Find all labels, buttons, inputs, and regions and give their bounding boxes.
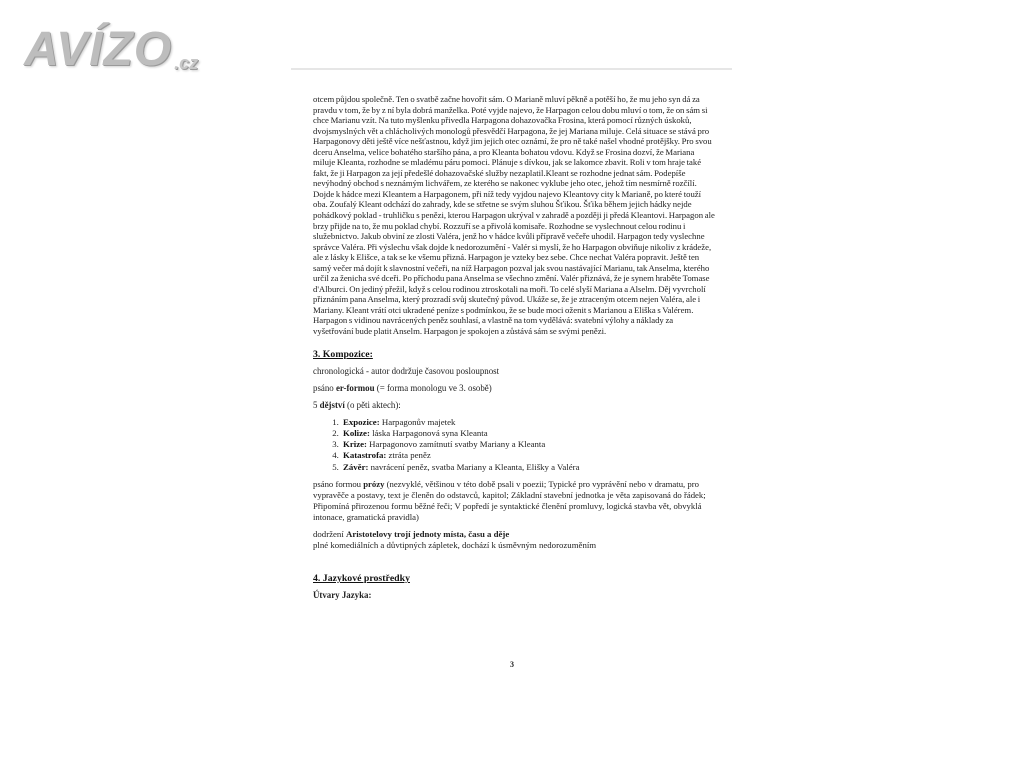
unity-prefix: dodržení <box>313 529 346 540</box>
prose-prefix: psáno formou <box>313 479 364 490</box>
act-term: Kolize: <box>343 427 370 438</box>
logo-domain-suffix: .cz <box>174 53 199 73</box>
acts-term: dějství <box>319 399 345 410</box>
list-item <box>341 428 715 439</box>
page-number: 3 <box>510 660 514 669</box>
unity-line-2: plné komediálních a důvtipných zápletek, dochází k úsměvným nedorozuměním <box>313 540 597 551</box>
list-item <box>341 450 715 461</box>
acts-suffix: (o pěti aktech): <box>344 399 401 410</box>
act-term: Katastrofa: <box>343 450 387 461</box>
logo-wordmark: AVÍZO <box>24 23 173 76</box>
act-text: ztráta peněz <box>386 450 431 461</box>
act-text: Harpagonovo zamítnutí svatby Mariany a Kleanta <box>366 439 546 450</box>
section-3-heading: 3. Kompozice: <box>313 348 373 360</box>
acts-prefix: 5 <box>313 399 320 410</box>
prose-form-paragraph <box>313 479 715 523</box>
act-text: Harpagonův majetek <box>379 416 456 427</box>
act-text: láska Harpagonová syna Kleanta <box>369 427 488 438</box>
document-page <box>313 94 715 607</box>
acts-list <box>313 417 715 473</box>
narrative-form-line <box>313 383 715 394</box>
avizo-logo[interactable] <box>24 14 198 74</box>
act-term: Závěr: <box>343 461 369 472</box>
acts-intro-line <box>313 400 715 411</box>
form-term: er-formou <box>335 382 375 393</box>
language-forms-label: Útvary Jazyka: <box>313 590 372 601</box>
unity-paragraph <box>313 529 715 551</box>
section-4-heading: 4. Jazykové prostředky <box>313 573 410 585</box>
list-item <box>341 462 715 473</box>
form-prefix: psáno <box>313 382 336 393</box>
act-term: Krize: <box>343 439 367 450</box>
prose-term: prózy <box>363 479 385 490</box>
list-item <box>341 417 715 428</box>
act-term: Expozice: <box>343 416 380 427</box>
list-item <box>341 439 715 450</box>
chronology-line: chronologická - autor dodržuje časovou posloupnost <box>313 365 500 376</box>
top-divider <box>291 68 732 70</box>
act-text: navrácení peněz, svatba Mariany a Kleanta, Elišky a Valéra <box>368 461 580 472</box>
language-forms-subheading <box>313 590 715 601</box>
form-suffix: (= forma monologu ve 3. osobě) <box>374 382 492 393</box>
unity-term: Aristotelovy trojí jednoty místa, času a děje <box>345 529 510 540</box>
prose-suffix: (nezvyklé, většinou v této době psali v poezii; Typické pro vyprávění nebo v dramatu, pro vypravěče a postavy, text je členěn do odstavců, kapitol; Základní stavební jednotka je věta zapisovaná do řádek; Připomíná přirozenou formu běžné řeči; V popředí je syntaktické členění promluvy, logická stavba vět, obvyklá intonace, gramatická pravidla) <box>313 479 706 523</box>
plot-summary-paragraph: otcem půjdou společně. Ten o svatbě začne hovořit sám. O Marianě mluví pěkně a potěší ho, že mu jeho syn dá za pravdu v tom, že by z ní byla dobrá manželka. Poté vyjde najevo, že Harpagon celou dobu mluví o tom, že on sám si chce Marianu vzít. Na tuto myšlenku přivedla Harpagona dohazovačka Frosina, která pomocí různých úskoků, dvojsmyslných vět a chlácholivých monologů přesvědčí Harpagona, že jej Mariana miluje. Celá situace se stává pro Harpagonovy děti ještě více nešťastnou, když jim jejich otec oznámí, že pro ně také našel vhodné protějšky. Pro svou dceru Anselma, velice bohatého staršího pána, a pro Kleanta bohatou vdovu. Když se Frosina dozví, že Mariana miluje Kleanta, rozhodne se mladému páru pomoci. Plánuje s dívkou, jak se lakomce zbavit. Roli v tom hraje také fakt, že ji Harpagon za její předešlé dohazovačské služby nezaplatil.Kleant se rozhodne jednat sám. Podepíše nevýhodný obchod s neznámým lichvářem, ze kterého se nakonec vyklube jeho otec, jehož tím nesmírně rozčílí. Dojde k hádce mezi Kleantem a Harpagonem, při níž tedy vyjdou najevo Kleantovy city k Marianě, po které touží oba. Zoufalý Kleant odchází do zahrady, kde se střetne se svým sluhou Šťikou. Šťika během jejich hádky nejde pohádkový poklad - truhličku s penězi, kterou Harpagon ukrýval v zahradě a později ji předá Kleantovi. Harpagon ale brzy přijde na to, že mu poklad chybí. Rozzuří se a přivolá komisaře. Rozhodne se vyslechnout celou rodinu i služebnictvo. Jakub obviní ze zlosti Valéra, jenž ho v hádce kvůli přípravě večeře uhodil. Harpagon tedy vyslechne správce Valéra. Při výslechu však dojde k nedorozumění - Valér si myslí, že ho Harpagon obviňuje nikoliv z krádeže, ale z lásky k Elišce, a tak se ke všemu přizná. Harpagon je vzteky bez sebe. Chce nechat Valéra popravit. Ještě ten samý večer má dojít k slavnostní večeři, na níž Harpagon pozval jak svou nastávající Marianu, tak Anselma, kterého určil za ženicha své dceři. Po příchodu pana Anselma se všechno změní. Valér přiznává, že je synem hraběte Tomase d'Alburci. On jediný přežil, když s celou rodinou ztroskotali na moři. To celé slyší Mariana a Alselm. Děj vyvrcholí přiznáním pana Anselma, který prozradí svůj skutečný původ. Ukáže se, že je ztraceným otcem nejen Valéra, ale i Mariany. Kleant vrátí otci ukradené peníze s podmínkou, že se bude moci oženit s Marianou a Eliška s Valérem. Harpagon s vidinou navrácených peněz souhlasí, a vlastně na tom vydělává: svatební výlohy a náklady za vyšetřování bude platit Anselm. Harpagon je spokojen a zůstává sám se svými penězi. <box>313 94 715 337</box>
